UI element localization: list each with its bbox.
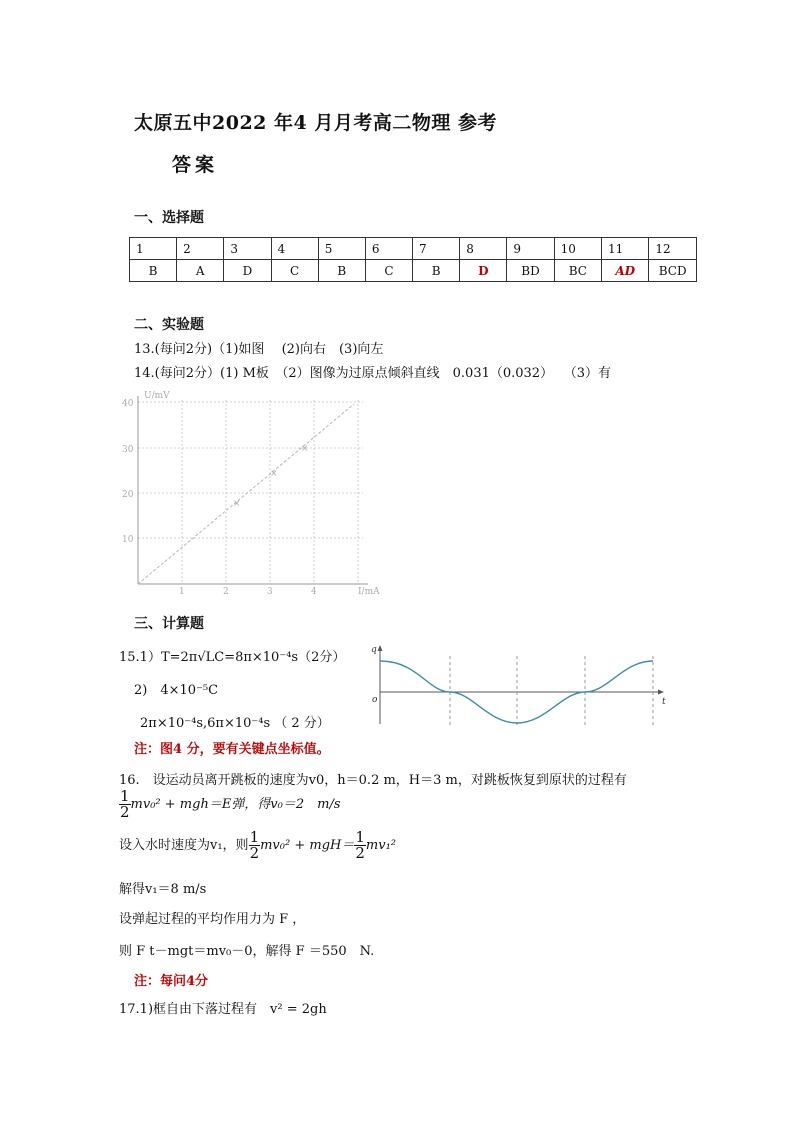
answer-cell: B: [413, 260, 460, 282]
q16-intro: 16. 设运动员离开跳板的速度为v0，h＝0.2 m，H＝3 m，对跳板恢复到原状的过程有: [119, 773, 627, 788]
q14-data-points: [233, 444, 309, 509]
question-number: 8: [460, 238, 507, 260]
question-number: 2: [177, 238, 224, 260]
q15-origin: o: [372, 695, 378, 705]
svg-text:×: ×: [270, 469, 278, 479]
q16-note: 注：每问4分: [134, 974, 209, 989]
q15-note: 注：图4 分，要有关键点坐标值。: [134, 742, 330, 757]
q14-xlabel: I/mA: [358, 587, 380, 597]
answer-table: [129, 237, 697, 282]
answer-cell: B: [318, 260, 365, 282]
svg-text:×: ×: [233, 499, 241, 509]
answer-cell: D: [224, 260, 271, 282]
q15-xlabel: t: [662, 697, 666, 707]
fraction-half: $\frac{1}{2}$: [120, 787, 130, 821]
page-title-continued: 答案: [172, 154, 219, 176]
question-number: 3: [224, 238, 271, 260]
q14-xtick: 2: [223, 587, 229, 597]
question-number: 10: [554, 238, 601, 260]
q14-ytick: 20: [122, 490, 134, 500]
answer-table-number-row: [130, 238, 697, 260]
answer-cell: C: [271, 260, 318, 282]
answer-cell: B: [130, 260, 177, 282]
q13-answer: 13.(每问2分)（1)如图 (2)向右 (3)向左: [134, 342, 384, 357]
answer-cell: BD: [507, 260, 554, 282]
q14-xtick: 4: [311, 587, 317, 597]
question-number: 6: [365, 238, 412, 260]
q14-answer: 14.(每问2分）(1) M板 （2）图像为过原点倾斜直线 0.031（0.032） （3）有: [134, 366, 611, 381]
question-number: 4: [271, 238, 318, 260]
question-number: 9: [507, 238, 554, 260]
q15-part2: 2) 4×10⁻⁵C: [134, 683, 219, 698]
question-number: 1: [130, 238, 177, 260]
q16-force-eq: 则 F t－mgt＝mv₀－0，解得 F ＝550 N.: [119, 944, 375, 959]
q15-q-axis-arrow: [378, 645, 383, 651]
q14-ylabel: U/mV: [144, 391, 170, 401]
q15-ylabel: q: [371, 645, 377, 655]
q14-ytick: 10: [122, 535, 134, 545]
q16-entry-velocity: 设入水时速度为v₁，则 $\frac{1}{2}$ mv₀² + mgH＝ $\frac{1}{2}$ mv₁²: [119, 828, 397, 862]
fraction-half: $\frac{1}{2}$: [355, 828, 365, 862]
section-calc-heading: 三、计算题: [134, 616, 204, 632]
q17-part1: 17.1)框自由下落过程有 v² = 2gh: [119, 1002, 327, 1017]
q15-part3: 2π×10⁻⁴s,6π×10⁻⁴s （ 2 分）: [140, 716, 330, 731]
q15-guides: [450, 656, 653, 726]
svg-text:×: ×: [301, 444, 309, 454]
q16-energy-eq: $\frac{1}{2}$ mv₀² + mgh＝E弹，得v₀＝2 m/s: [120, 787, 341, 821]
q15-part1: 15.1）T=2π√LC=8π×10⁻⁴s（2分）: [119, 650, 346, 665]
question-number: 12: [649, 238, 697, 260]
answer-cell: C: [365, 260, 412, 282]
q16-solve-v1: 解得v₁＝8 m/s: [119, 882, 207, 897]
q14-xtick: 1: [179, 587, 185, 597]
q14-grid: [138, 400, 363, 584]
q14-xtick: 3: [267, 587, 273, 597]
q14-graph: [118, 388, 408, 600]
section-experiment-heading: 二、实验题: [134, 317, 204, 333]
question-number: 7: [413, 238, 460, 260]
q15-t-axis-arrow: [658, 690, 664, 695]
answer-cell-highlighted: AD: [602, 260, 649, 282]
q14-ytick: 30: [122, 445, 134, 455]
q15-graph: [368, 642, 673, 730]
question-number: 5: [318, 238, 365, 260]
q14-fit-line: [138, 404, 354, 584]
answer-table-answer-row: [130, 260, 697, 282]
page-title: 太原五中2022 年4 月月考高二物理 参考: [134, 112, 497, 134]
q16-avg-force-def: 设弹起过程的平均作用力为 F ，: [119, 912, 306, 927]
answer-cell: BCD: [649, 260, 697, 282]
answer-cell-highlighted: D: [460, 260, 507, 282]
q14-ytick: 40: [122, 399, 134, 409]
answer-cell: A: [177, 260, 224, 282]
fraction-half: $\frac{1}{2}$: [249, 828, 260, 862]
section-choice-heading: 一、选择题: [134, 210, 204, 226]
answer-cell: BC: [554, 260, 601, 282]
question-number: 11: [602, 238, 649, 260]
